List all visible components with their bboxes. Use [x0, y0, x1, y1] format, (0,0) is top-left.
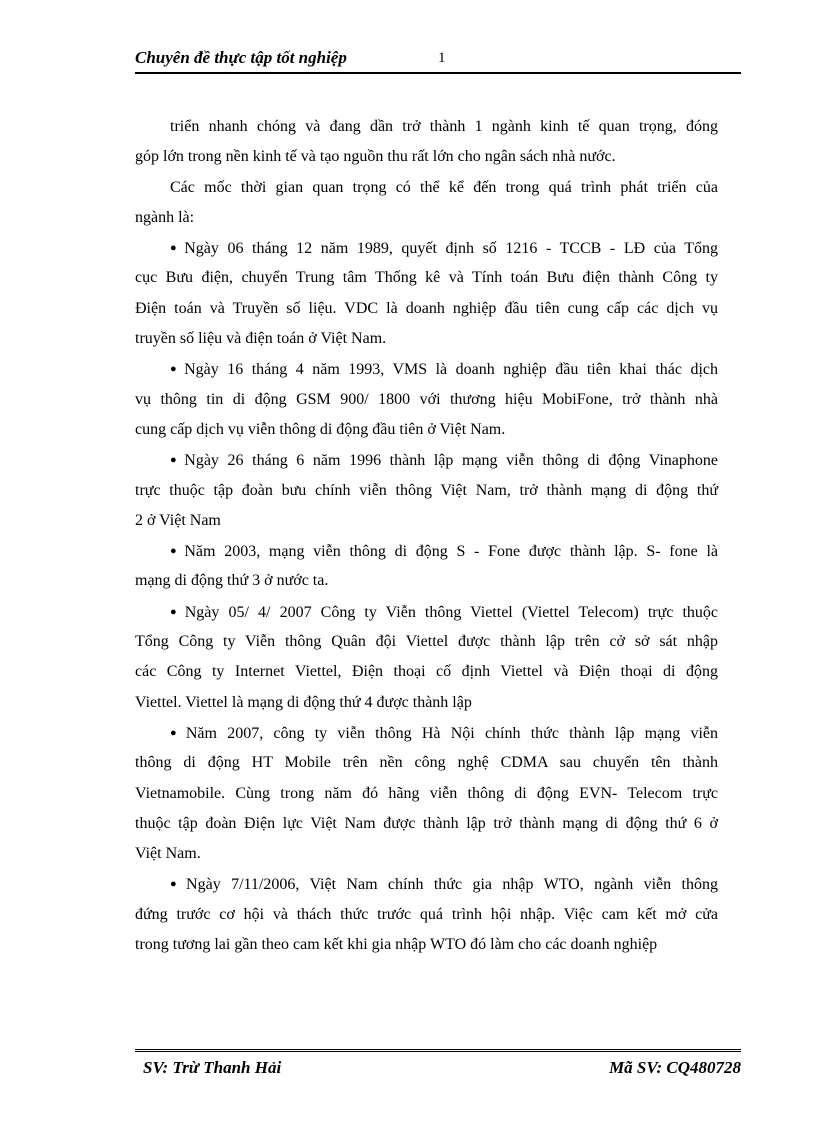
line-text: đứng trước cơ hội và thách thức trước quá trình hội nhập. Việc cam kết mở cửa — [135, 905, 718, 923]
line-text: truyền số liệu và điện toán ở Việt Nam. — [135, 330, 387, 348]
line-text: các Công ty Internet Viettel, Điện thoại cố định Viettel và Điện thoại di động — [135, 663, 718, 681]
text-line — [135, 418, 718, 448]
bullet-paragraph — [135, 721, 718, 872]
bullet-icon: ● — [170, 605, 182, 618]
text-line — [135, 630, 718, 660]
text-line — [135, 266, 718, 296]
text-line — [135, 509, 718, 539]
line-text: Năm 2003, mạng viễn thông di động S - Fone được thành lập. S- fone là — [184, 543, 718, 561]
line-text: Ngày 06 tháng 12 năm 1989, quyết định số 1216 - TCCB - LĐ của Tổng — [184, 240, 719, 258]
text-line — [135, 933, 718, 963]
paragraph — [135, 115, 718, 176]
page-header — [135, 48, 741, 74]
document-body — [135, 115, 718, 963]
line-text: Việt Nam. — [135, 845, 201, 863]
text-line — [135, 721, 718, 751]
line-text: Ngày 16 tháng 4 năm 1993, VMS là doanh nghiệp đầu tiên khai thác dịch — [184, 361, 718, 379]
text-line — [135, 388, 718, 418]
bullet-paragraph — [135, 539, 718, 600]
line-text: Tổng Công ty Viễn thông Quân đội Viettel được thành lập trên cở sở sát nhập — [135, 633, 718, 651]
line-text: cung cấp dịch vụ viễn thông di động đầu tiên ở Việt Nam. — [135, 420, 506, 438]
line-text: Ngày 7/11/2006, Việt Nam chính thức gia nhập WTO, ngành viễn thông — [186, 876, 718, 894]
text-line — [135, 297, 718, 327]
line-text: trực thuộc tập đoàn bưu chính viễn thông Việt Nam, trở thành mạng di động thứ — [135, 481, 718, 499]
text-line — [135, 872, 718, 902]
line-text: Ngày 26 tháng 6 năm 1996 thành lập mạng viễn thông di động Vinaphone — [184, 452, 718, 470]
bullet-paragraph — [135, 600, 718, 721]
bullet-icon: ● — [170, 545, 182, 558]
text-line — [135, 539, 718, 569]
bullet-paragraph — [135, 236, 718, 357]
text-line — [135, 812, 718, 842]
line-text: thông di động HT Mobile trên nền công nghệ CDMA sau chuyển tên thành — [135, 754, 718, 772]
line-text: mạng di động thứ 3 ở nước ta. — [135, 572, 329, 590]
line-text: thuộc tập đoàn Điện lực Việt Nam được thành lập trở thành mạng di động thứ 6 ở — [135, 814, 718, 832]
bullet-icon: ● — [170, 878, 184, 891]
text-line — [135, 327, 718, 357]
line-text: Các mốc thời gian quan trọng có thể kể đến trong quá trình phát triển của — [170, 178, 718, 196]
text-line — [135, 357, 718, 387]
bullet-icon: ● — [170, 726, 183, 739]
page-number: 1 — [438, 50, 446, 66]
text-line — [135, 206, 718, 236]
line-text: Điện toán và Truyền số liệu. VDC là doanh nghiệp đầu tiên cung cấp các dịch vụ — [135, 299, 718, 317]
footer-student-id: Mã SV: CQ480728 — [609, 1058, 741, 1077]
text-line — [135, 115, 718, 145]
bullet-paragraph — [135, 357, 718, 448]
bullet-icon: ● — [170, 454, 182, 467]
bullet-icon: ● — [170, 363, 182, 376]
text-line — [135, 691, 718, 721]
text-line — [135, 842, 718, 872]
text-line — [135, 479, 718, 509]
bullet-icon: ● — [170, 242, 182, 255]
text-line — [135, 236, 718, 266]
line-text: triển nhanh chóng và đang dần trở thành 1 ngành kinh tế quan trọng, đóng — [170, 118, 718, 135]
text-line — [135, 176, 718, 206]
text-line — [135, 448, 718, 478]
text-line — [135, 660, 718, 690]
bullet-paragraph — [135, 872, 718, 963]
footer-student-name: SV: Trừ Thanh Hải — [143, 1058, 282, 1077]
text-line — [135, 903, 718, 933]
paragraph — [135, 176, 718, 237]
text-line — [135, 751, 718, 781]
text-line — [135, 600, 718, 630]
header-title: Chuyên đề thực tập tốt nghiệp — [135, 48, 347, 67]
line-text: Năm 2007, công ty viễn thông Hà Nội chính thức thành lập mạng viễn — [185, 724, 718, 742]
text-line — [135, 145, 718, 175]
text-line — [135, 782, 718, 812]
line-text: Ngày 05/ 4/ 2007 Công ty Viễn thông Viettel (Viettel Telecom) trực thuộc — [184, 603, 719, 621]
line-text: ngành là: — [135, 208, 195, 226]
bullet-paragraph — [135, 448, 718, 539]
line-text: cục Bưu điện, chuyển Trung tâm Thống kê và Tính toán Bưu điện thành Công ty — [135, 269, 718, 287]
line-text: Viettel. Viettel là mạng di động thứ 4 được thành lập — [135, 693, 472, 711]
line-text: trong tương lai gần theo cam kết khi gia nhập WTO đó làm cho các doanh nghiệp — [135, 936, 658, 954]
line-text: vụ thông tin di động GSM 900/ 1800 với thương hiệu MobiFone, trở thành nhà — [135, 390, 718, 408]
line-text: 2 ở Việt Nam — [135, 511, 221, 529]
text-line — [135, 569, 718, 599]
line-text: Vietnamobile. Cùng trong năm đó hãng viễn thông di động EVN- Telecom trực — [135, 784, 718, 802]
line-text: góp lớn trong nền kinh tế và tạo nguồn thu rất lớn cho ngân sách nhà nước. — [135, 148, 616, 166]
page-footer — [135, 1049, 741, 1077]
